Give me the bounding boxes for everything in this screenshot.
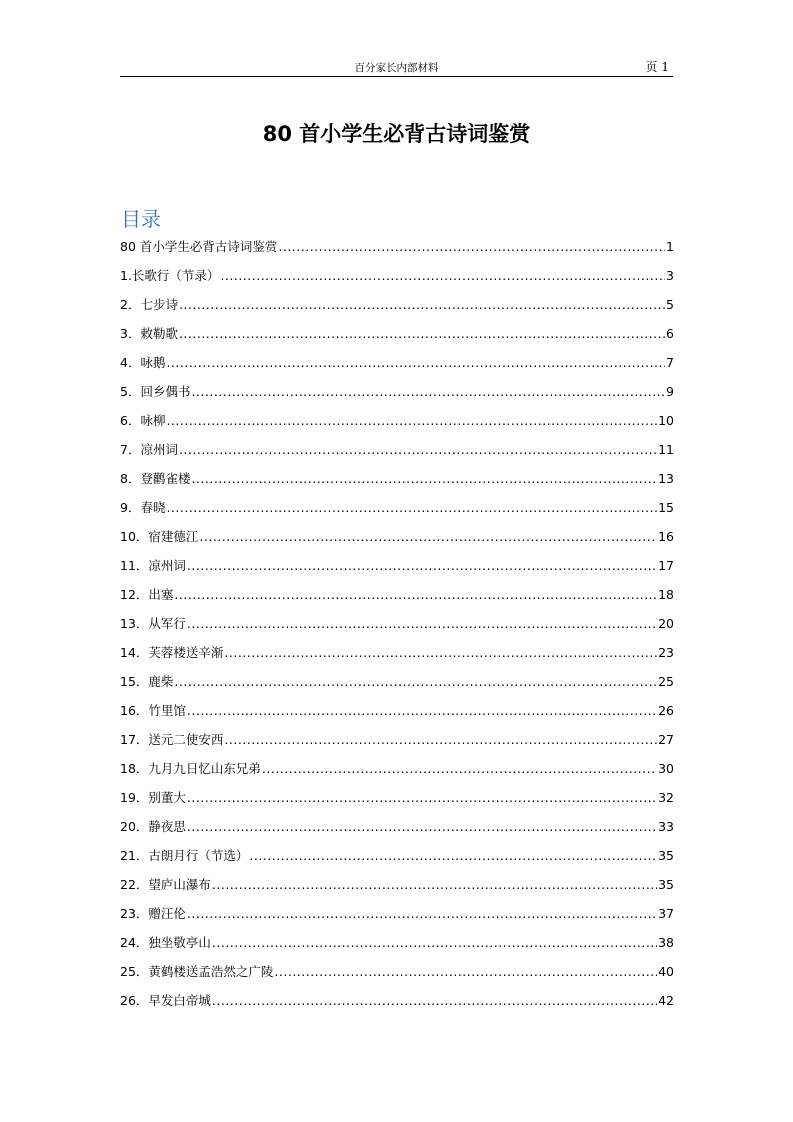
toc-entry[interactable] — [120, 468, 674, 497]
header-title: 百分家长内部材料 — [354, 62, 439, 74]
dot-leader — [224, 642, 657, 664]
toc-entry-label: 1.长歌行（节录） — [120, 268, 220, 283]
toc-entry[interactable] — [120, 903, 674, 932]
dot-leader — [166, 497, 657, 519]
toc-entry-label: 22．望庐山瀑布 — [120, 877, 211, 892]
table-of-contents — [120, 236, 674, 1019]
dot-leader — [174, 671, 657, 693]
toc-entry-label: 4．咏鹅 — [120, 355, 166, 370]
toc-entry[interactable] — [120, 613, 674, 642]
toc-entry[interactable] — [120, 584, 674, 613]
dot-leader — [187, 787, 657, 809]
toc-entry-page: 10 — [658, 413, 674, 428]
toc-entry[interactable] — [120, 932, 674, 961]
toc-entry-page: 20 — [658, 616, 674, 631]
dot-leader — [187, 700, 657, 722]
toc-entry-label: 10．宿建德江 — [120, 529, 199, 544]
toc-entry-page: 7 — [666, 355, 674, 370]
toc-entry-page: 32 — [658, 790, 674, 805]
toc-entry-page: 27 — [658, 732, 674, 747]
toc-entry-page: 23 — [658, 645, 674, 660]
toc-entry[interactable] — [120, 874, 674, 903]
toc-entry-page: 37 — [658, 906, 674, 921]
dot-leader — [187, 555, 657, 577]
toc-entry[interactable] — [120, 294, 674, 323]
toc-entry-page: 26 — [658, 703, 674, 718]
toc-entry-page: 40 — [658, 964, 674, 979]
toc-entry[interactable] — [120, 381, 674, 410]
toc-entry-label: 19．别董大 — [120, 790, 186, 805]
document-title: 80 首小学生必背古诗词鉴赏 — [262, 122, 531, 146]
dot-leader — [191, 381, 665, 403]
toc-entry-label: 23．赠汪伦 — [120, 906, 186, 921]
toc-entry-label: 15．鹿柴 — [120, 674, 174, 689]
toc-entry[interactable] — [120, 845, 674, 874]
dot-leader — [220, 265, 665, 287]
toc-entry-page: 6 — [666, 326, 674, 341]
toc-entry-label: 11．凉州词 — [120, 558, 186, 573]
dot-leader — [187, 903, 657, 925]
dot-leader — [212, 990, 657, 1012]
toc-entry-page: 35 — [658, 848, 674, 863]
toc-entry-page: 15 — [658, 500, 674, 515]
toc-entry[interactable] — [120, 787, 674, 816]
toc-entry-label: 13．从军行 — [120, 616, 186, 631]
toc-entry-label: 8．登鹳雀楼 — [120, 471, 191, 486]
dot-leader — [274, 961, 657, 983]
toc-entry-label: 7．凉州词 — [120, 442, 178, 457]
toc-entry-label: 25．黄鹤楼送孟浩然之广陵 — [120, 964, 274, 979]
dot-leader — [179, 439, 657, 461]
toc-entry-label: 24．独坐敬亭山 — [120, 935, 211, 950]
toc-entry-page: 5 — [666, 297, 674, 312]
toc-entry[interactable] — [120, 642, 674, 671]
toc-entry-label: 26．早发白帝城 — [120, 993, 211, 1008]
toc-entry-page: 13 — [658, 471, 674, 486]
toc-entry[interactable] — [120, 555, 674, 584]
toc-entry-page: 11 — [658, 442, 674, 457]
dot-leader — [212, 932, 657, 954]
toc-entry-label: 17．送元二使安西 — [120, 732, 224, 747]
toc-entry[interactable] — [120, 439, 674, 468]
page-number: 页 1 — [645, 60, 669, 74]
dot-leader — [187, 816, 657, 838]
toc-entry[interactable] — [120, 990, 674, 1019]
toc-entry-label: 2．七步诗 — [120, 297, 178, 312]
dot-leader — [212, 874, 657, 896]
dot-leader — [166, 352, 665, 374]
toc-entry-page: 25 — [658, 674, 674, 689]
dot-leader — [174, 584, 657, 606]
dot-leader — [278, 236, 665, 258]
toc-entry-page: 30 — [658, 761, 674, 776]
toc-entry-label: 12．出塞 — [120, 587, 174, 602]
page-header — [120, 56, 673, 77]
dot-leader — [179, 294, 665, 316]
toc-entry-page: 17 — [658, 558, 674, 573]
toc-entry-label: 80 首小学生必背古诗词鉴赏 — [120, 239, 278, 254]
toc-entry[interactable] — [120, 671, 674, 700]
toc-entry[interactable] — [120, 758, 674, 787]
toc-entry-label: 3．敕勒歌 — [120, 326, 178, 341]
toc-entry-page: 33 — [658, 819, 674, 834]
toc-entry[interactable] — [120, 236, 674, 265]
toc-entry-label: 20．静夜思 — [120, 819, 186, 834]
dot-leader — [179, 323, 665, 345]
dot-leader — [224, 729, 657, 751]
toc-entry[interactable] — [120, 816, 674, 845]
toc-entry[interactable] — [120, 352, 674, 381]
toc-entry-page: 38 — [658, 935, 674, 950]
toc-entry-page: 16 — [658, 529, 674, 544]
toc-entry-label: 9．春晓 — [120, 500, 166, 515]
dot-leader — [187, 613, 657, 635]
toc-entry-label: 6．咏柳 — [120, 413, 166, 428]
toc-entry-label: 16．竹里馆 — [120, 703, 186, 718]
toc-entry-page: 1 — [666, 239, 674, 254]
toc-entry-label: 21．古朗月行（节选） — [120, 848, 249, 863]
toc-entry[interactable] — [120, 526, 674, 555]
toc-entry[interactable] — [120, 323, 674, 352]
dot-leader — [191, 468, 657, 490]
toc-entry-label: 14．芙蓉楼送辛渐 — [120, 645, 224, 660]
dot-leader — [166, 410, 657, 432]
toc-entry[interactable] — [120, 410, 674, 439]
toc-entry-page: 9 — [666, 384, 674, 399]
toc-entry-label: 18．九月九日忆山东兄弟 — [120, 761, 261, 776]
toc-entry-page: 18 — [658, 587, 674, 602]
toc-entry-label: 5．回乡偶书 — [120, 384, 191, 399]
toc-entry[interactable] — [120, 497, 674, 526]
toc-entry[interactable] — [120, 961, 674, 990]
toc-entry-page: 42 — [658, 993, 674, 1008]
dot-leader — [249, 845, 657, 867]
toc-entry-page: 3 — [666, 268, 674, 283]
toc-entry[interactable] — [120, 700, 674, 729]
toc-entry[interactable] — [120, 729, 674, 758]
toc-heading: 目录 — [121, 207, 161, 231]
toc-entry[interactable] — [120, 265, 674, 294]
toc-entry-page: 35 — [658, 877, 674, 892]
dot-leader — [199, 526, 657, 548]
dot-leader — [262, 758, 657, 780]
